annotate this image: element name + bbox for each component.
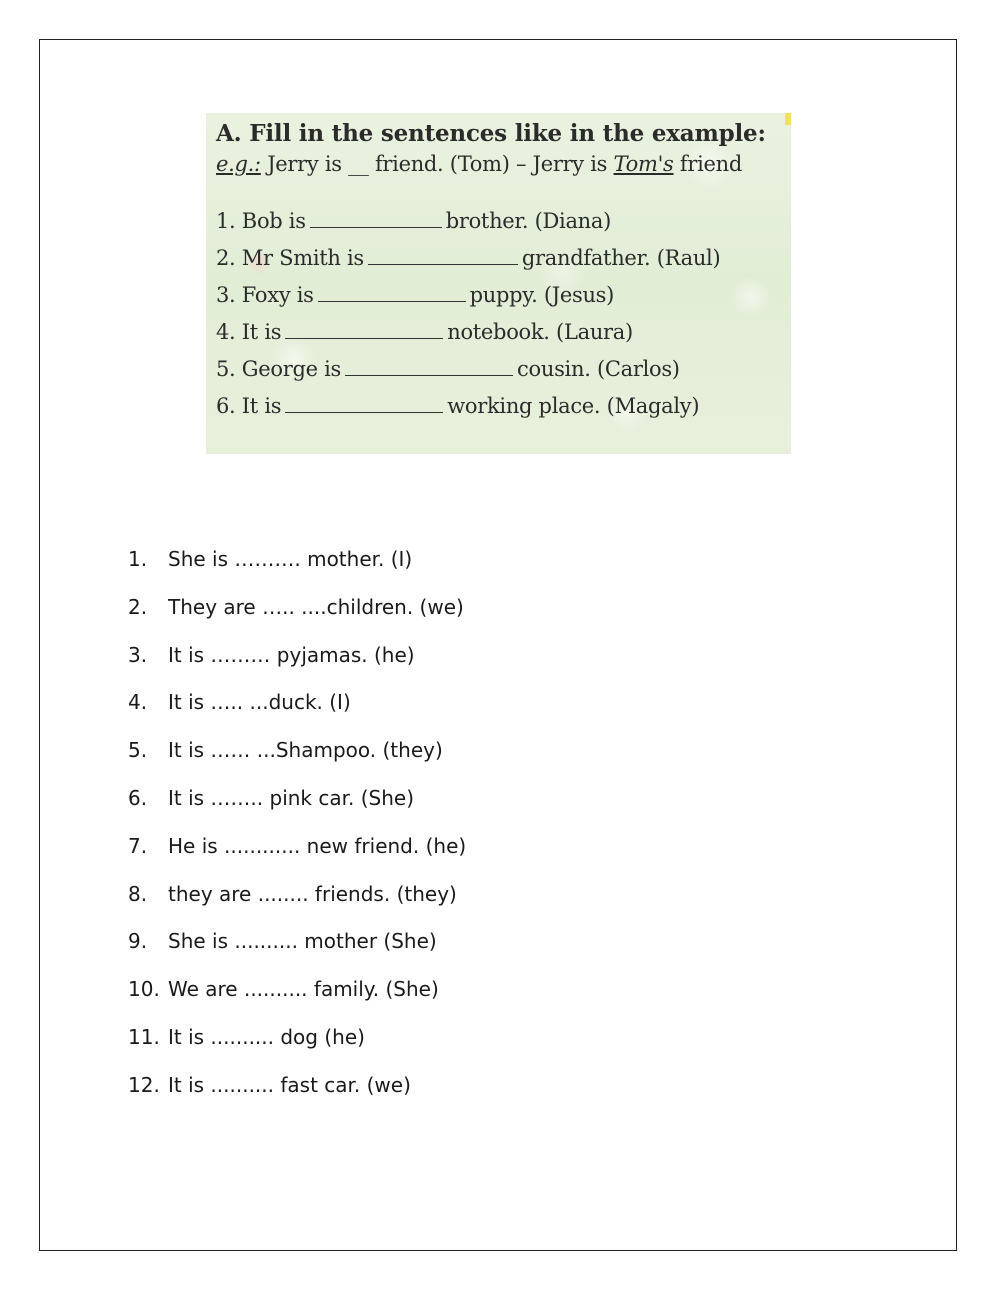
exercise-image xyxy=(206,113,791,454)
example-prefix: e.g.: xyxy=(216,152,261,176)
list-item xyxy=(128,632,466,680)
exercise-title: A. Fill in the sentences like in the example: xyxy=(216,120,766,147)
exercise-item xyxy=(216,240,791,277)
exercise-item xyxy=(216,203,791,240)
list-item xyxy=(128,966,466,1014)
corner-mark xyxy=(785,113,791,125)
item-text: We are .......... family. (She) xyxy=(168,977,439,1002)
item-text: It is ….. ...duck. (I) xyxy=(168,690,351,715)
answer-blank xyxy=(310,211,442,228)
exercise-item xyxy=(216,277,791,314)
item-after: puppy. (Jesus) xyxy=(469,283,615,307)
answer-blank xyxy=(285,396,443,413)
item-before: 3. Foxy is xyxy=(216,283,314,307)
item-text: She is .......... mother (She) xyxy=(168,929,437,954)
item-text: It is …….. pink car. (She) xyxy=(168,785,415,810)
answer-blank xyxy=(285,322,443,339)
item-text: They are ….. ....children. (we) xyxy=(168,594,464,619)
example-blank: __ xyxy=(348,152,369,176)
list-item xyxy=(128,584,466,632)
item-text: It is .......... fast car. (we) xyxy=(168,1072,411,1097)
example-before-blank: Jerry is xyxy=(267,152,342,176)
item-after: notebook. (Laura) xyxy=(447,320,633,344)
item-before: 1. Bob is xyxy=(216,209,306,233)
item-text: He is ............ new friend. (he) xyxy=(168,833,467,858)
item-number: 4. xyxy=(128,690,148,715)
item-after: grandfather. (Raul) xyxy=(521,246,721,270)
item-before: 4. It is xyxy=(216,320,282,344)
item-text: they are ........ friends. (they) xyxy=(168,881,457,906)
item-text: It is .......... dog (he) xyxy=(168,1024,365,1049)
list-item xyxy=(128,679,466,727)
item-after: brother. (Diana) xyxy=(445,209,612,233)
item-number: 11. xyxy=(128,1024,160,1049)
item-number: 12. xyxy=(128,1072,160,1097)
item-number: 9. xyxy=(128,929,148,954)
example-end: friend xyxy=(679,152,743,176)
item-number: 2. xyxy=(128,594,148,619)
example-answer: Tom's xyxy=(613,152,674,176)
list-item xyxy=(128,1014,466,1062)
list-item xyxy=(128,823,466,871)
item-number: 5. xyxy=(128,738,148,763)
answer-blank xyxy=(345,359,513,376)
example-line xyxy=(216,149,791,179)
item-number: 10. xyxy=(128,977,160,1002)
item-number: 6. xyxy=(128,785,148,810)
item-number: 1. xyxy=(128,547,148,571)
item-before: 2. Mr Smith is xyxy=(216,246,364,270)
exercise-item xyxy=(216,314,791,351)
list-item xyxy=(128,871,466,919)
exercise-item xyxy=(216,351,791,388)
item-number: 3. xyxy=(128,642,148,667)
item-after: cousin. (Carlos) xyxy=(517,357,680,381)
item-text: She is ………. mother. (I) xyxy=(168,547,413,571)
example-after-blank: friend. (Tom) – Jerry is xyxy=(374,152,608,176)
item-before: 6. It is xyxy=(216,394,282,418)
exercise-item xyxy=(216,388,791,425)
list-item xyxy=(128,1062,466,1110)
answer-blank xyxy=(318,285,466,302)
answer-blank xyxy=(368,248,518,265)
list-item xyxy=(128,536,466,584)
list-item xyxy=(128,727,466,775)
item-number: 8. xyxy=(128,881,148,906)
item-after: working place. (Magaly) xyxy=(447,394,700,418)
item-before: 5. George is xyxy=(216,357,342,381)
list-item xyxy=(128,918,466,966)
item-text: It is …… ...Shampoo. (they) xyxy=(168,738,443,763)
list-item xyxy=(128,775,466,823)
sentence-list xyxy=(128,536,466,1110)
item-text: It is ……… pyjamas. (he) xyxy=(168,642,415,667)
item-number: 7. xyxy=(128,833,148,858)
